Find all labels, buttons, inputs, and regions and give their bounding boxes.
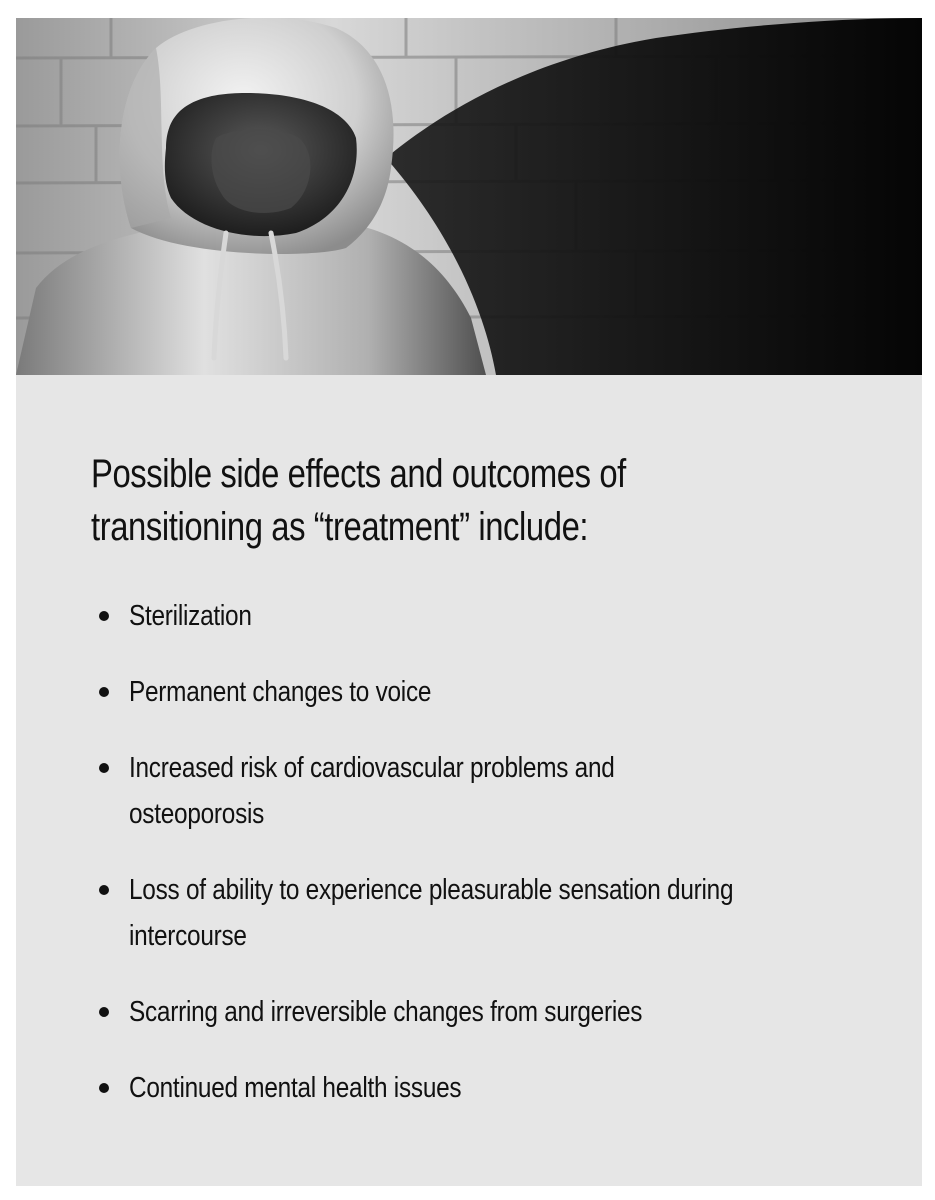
list-item: [91, 867, 881, 959]
bullet-icon: [99, 611, 109, 621]
list-item-text: Continued mental health issues: [129, 1072, 462, 1104]
list-item-text: Loss of ability to experience pleasurable sensation during intercourse: [129, 874, 734, 952]
content-area: [91, 448, 871, 1104]
bullet-icon: [99, 763, 109, 773]
photo-illustration: [16, 18, 922, 375]
list-item-text: Permanent changes to voice: [129, 676, 432, 708]
bullet-icon: [99, 1083, 109, 1093]
list-item-text: Sterilization: [129, 600, 252, 632]
hooded-person-photo: [16, 18, 922, 375]
heading-line-1: Possible side effects and outcomes of: [91, 452, 626, 496]
bullet-icon: [99, 687, 109, 697]
list-item-text: Scarring and irreversible changes from surgeries: [129, 996, 643, 1028]
list-item: [91, 745, 881, 837]
list-item: [91, 669, 881, 715]
list-item-text: Increased risk of cardiovascular problems and osteoporosis: [129, 752, 615, 830]
side-effects-heading: [91, 448, 714, 554]
bullet-icon: [99, 885, 109, 895]
list-item: [91, 1065, 881, 1111]
bullet-icon: [99, 1007, 109, 1017]
heading-line-2: transitioning as “treatment” include:: [91, 505, 589, 549]
info-card: [16, 18, 922, 1186]
list-item: [91, 989, 881, 1035]
side-effects-list: [91, 593, 881, 1141]
list-item: [91, 593, 881, 639]
